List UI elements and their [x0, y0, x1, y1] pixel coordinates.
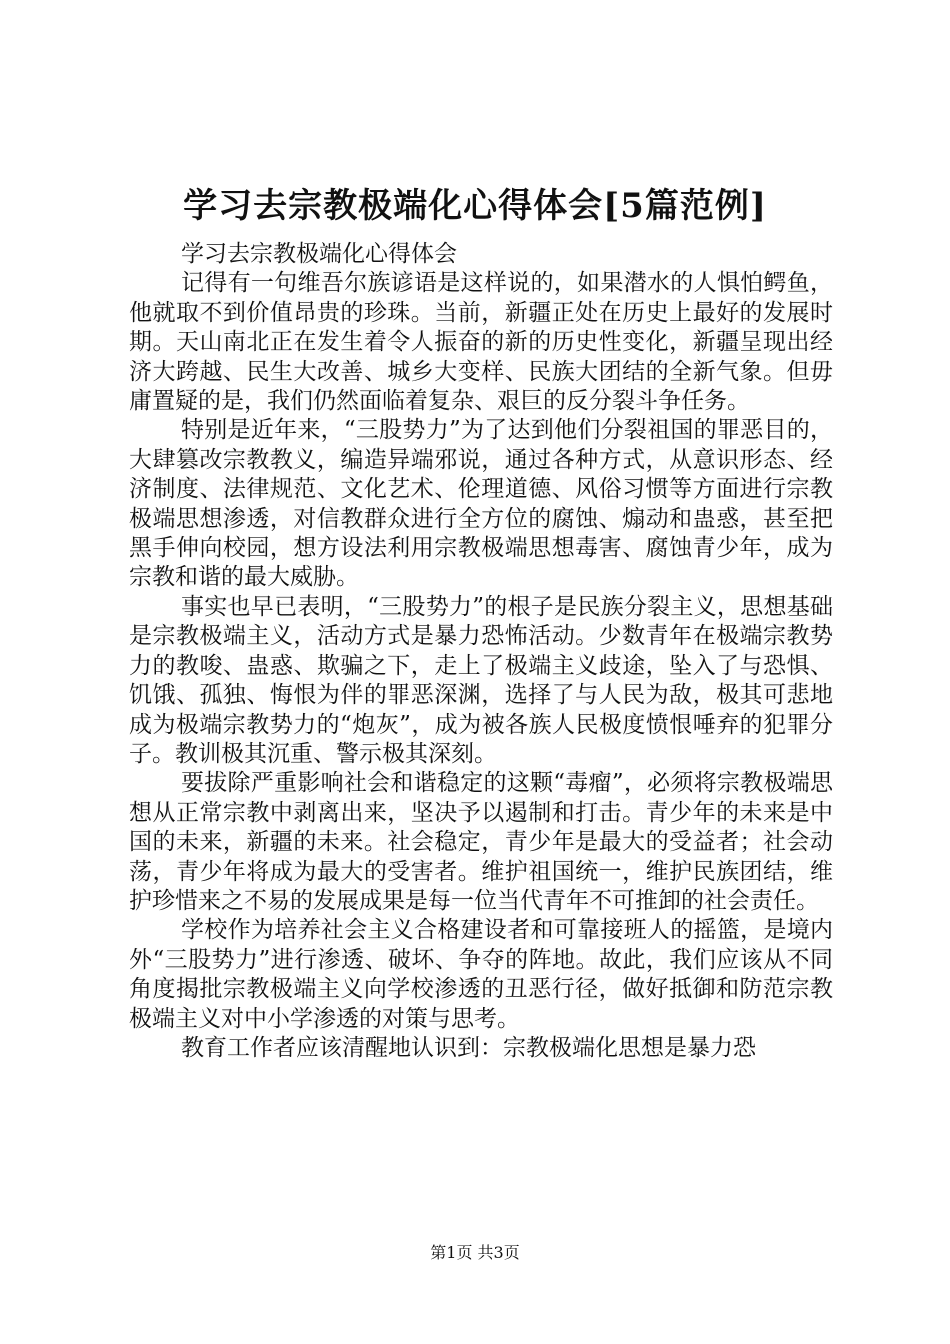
- paragraph: 学校作为培养社会主义合格建设者和可靠接班人的摇篮，是境内外“三股势力”进行渗透、破坏、争夺的阵地。故此，我们应该从不同角度揭批宗教极端主义向学校渗透的丑恶行径，做好抵御和防范宗教极端主义对中小学渗透的对策与思考。: [129, 917, 833, 1032]
- document-subtitle: 学习去宗教极端化心得体会: [181, 241, 457, 267]
- document-title: 学习去宗教极端化心得体会[5篇范例]: [183, 186, 767, 226]
- paragraph: 特别是近年来，“三股势力”为了达到他们分裂祖国的罪恶目的，大肆篡改宗教教义，编造异端邪说，通过各种方式，从意识形态、经济制度、法律规范、文化艺术、伦理道德、风俗习惯等方面进行宗教极端思想渗透，对信教群众进行全方位的腐蚀、煽动和蛊惑，甚至把黑手伸向校园，想方设法利用宗教极端思想毒害、腐蚀青少年，成为宗教和谐的最大威胁。: [129, 417, 833, 591]
- paragraph: 教育工作者应该清醒地认识到：宗教极端化思想是暴力恐: [181, 1034, 756, 1061]
- paragraph: 要拔除严重影响社会和谐稳定的这颗“毒瘤”，必须将宗教极端思想从正常宗教中剥离出来，坚决予以遏制和打击。青少年的未来是中国的未来，新疆的未来。社会稳定，青少年是最大的受益者；社会动荡，青少年将成为最大的受害者。维护祖国统一，维护民族团结，维护珍惜来之不易的发展成果是每一位当代青年不可推卸的社会责任。: [129, 770, 833, 914]
- document-body: [129, 240, 833, 1063]
- page-number-footer: 第1页 共3页: [430, 1243, 520, 1262]
- paragraph: 事实也早已表明，“三股势力”的根子是民族分裂主义，思想基础是宗教极端主义，活动方式是暴力恐怖活动。少数青年在极端宗教势力的教唆、蛊惑、欺骗之下，走上了极端主义歧途，坠入了与恐惧、饥饿、孤独、悔恨为伴的罪恶深渊，选择了与人民为敌，极其可悲地成为极端宗教势力的“炮灰”，成为被各族人民极度愤恨唾弃的犯罪分子。教训极其沉重、警示极其深刻。: [129, 593, 833, 767]
- paragraph: 记得有一句维吾尔族谚语是这样说的，如果潜水的人惧怕鳄鱼，他就取不到价值昂贵的珍珠。当前，新疆正处在历史上最好的发展时期。天山南北正在发生着令人振奋的新的历史性变化，新疆呈现出经济大跨越、民生大改善、城乡大变样、民族大团结的全新气象。但毋庸置疑的是，我们仍然面临着复杂、艰巨的反分裂斗争任务。: [129, 270, 833, 415]
